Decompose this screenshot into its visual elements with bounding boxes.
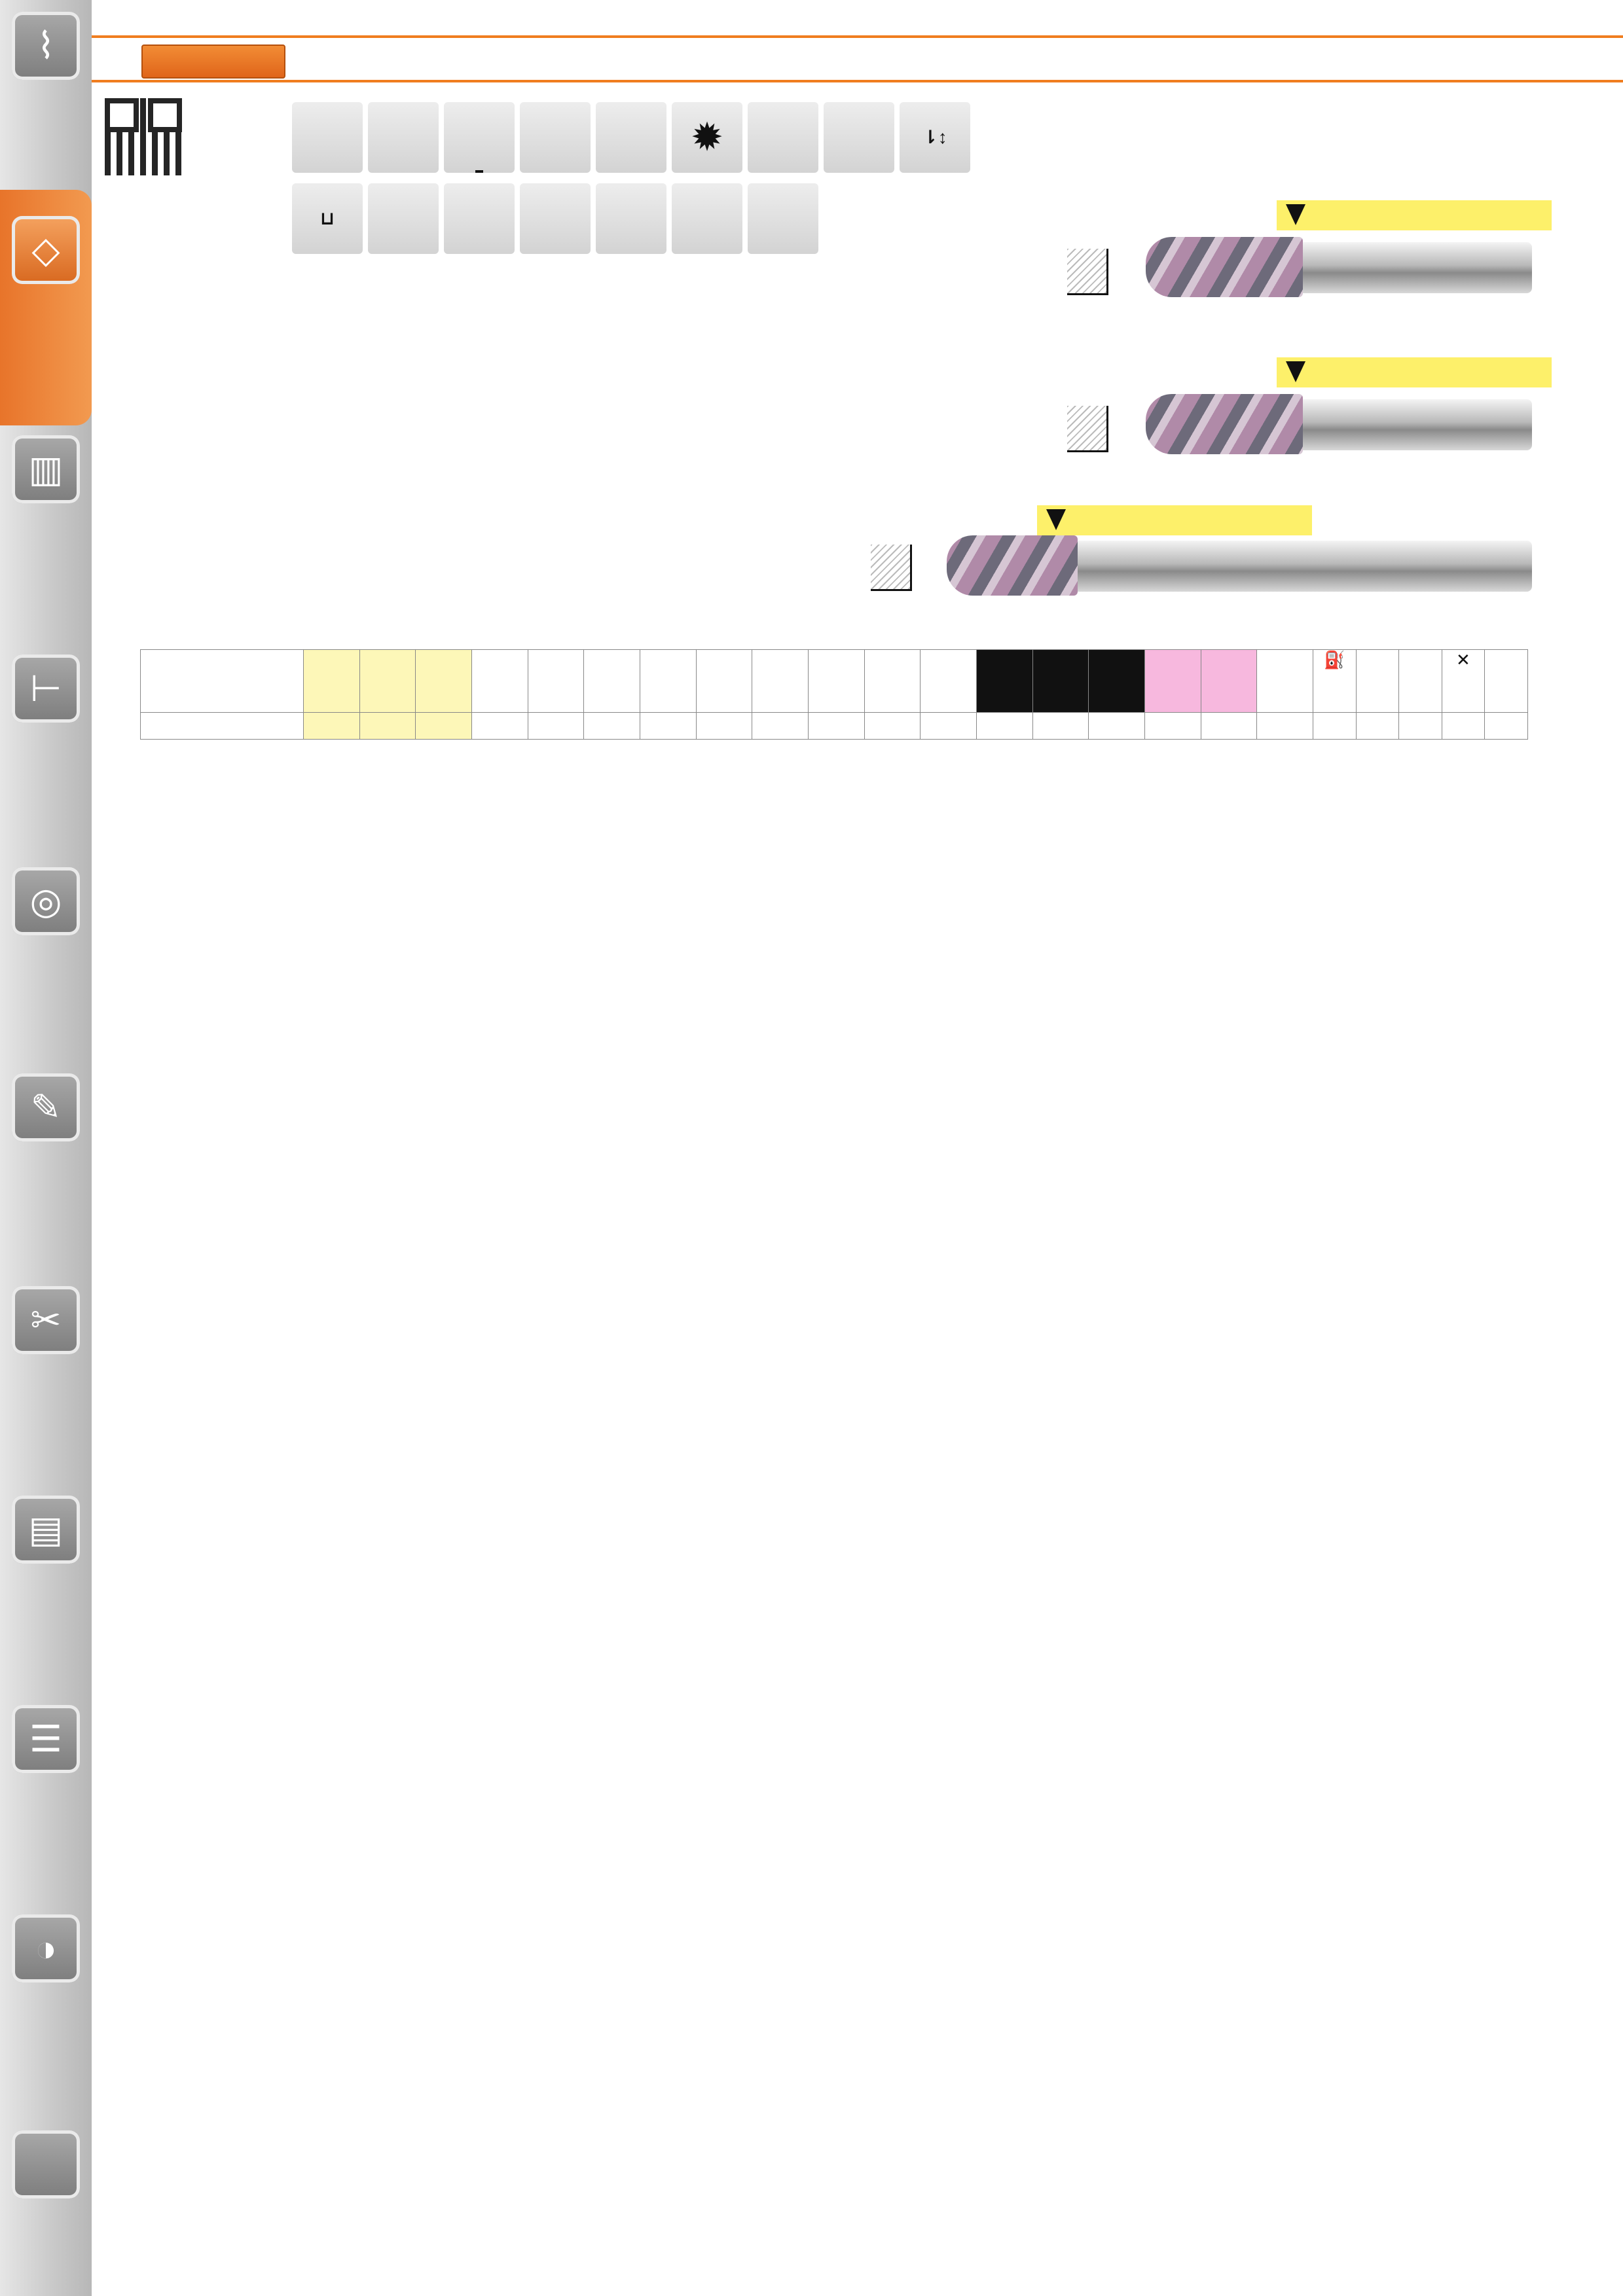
section1-header [137,35,1623,82]
symbol-norma [444,102,515,173]
symbol-mdi [292,102,363,173]
suit-head [640,650,697,713]
end-mill-shank-2 [1283,399,1532,450]
iso-cell [752,713,809,740]
suit-head [1032,650,1089,713]
symbol-mtc [748,183,818,254]
iso-cell [921,713,977,740]
suit-head [303,650,359,713]
iso-cell [640,713,697,740]
end-mill-flutes-2 [1146,394,1303,454]
suit-head [584,650,640,713]
suit-head [809,650,865,713]
toolbox-icon[interactable]: ▤ [12,1496,80,1564]
helix-cutting-direction-icon: ⇂↕ [900,102,970,173]
suit-head [1257,650,1313,713]
din6535-hsc-icon [444,183,515,254]
suit-head [921,650,977,713]
destalonado-badge-2 [1277,357,1552,387]
suit-label [141,650,304,713]
iso-cell [303,713,359,740]
suit-head [528,650,584,713]
pliers-icon[interactable]: ✂ [12,1286,80,1354]
three-flute-icon: ✹ [672,102,742,173]
angle-45-icon-2 [871,545,912,591]
iso-cell [359,713,416,740]
tap-holder-icon[interactable]: ▥ [12,435,80,503]
din6535-hb-icon [520,183,591,254]
destalonado-badge-3 [1037,505,1312,535]
iso-cell [977,713,1033,740]
wrench-icon[interactable]: ✎ [12,1073,80,1141]
saw-blade-icon[interactable]: ◎ [12,867,80,935]
drill-icon[interactable]: ⌇ [12,12,80,80]
suit-head [1201,650,1257,713]
iso-cell [696,713,752,740]
suit-head [416,650,472,713]
iso-cell [864,713,921,740]
iso-cell [1201,713,1257,740]
balance-g25-icon-2 [672,183,742,254]
caliper-icon[interactable]: ⊢ [12,655,80,723]
suit-head [1399,650,1442,713]
qr-code[interactable] [105,98,182,175]
suitability-table-1 [140,649,1528,740]
suit-head [1485,650,1528,713]
suit-head [696,650,752,713]
end-mill-shank-1 [1283,242,1532,293]
suit-head [1089,650,1145,713]
balance-g25-icon [596,183,666,254]
symbol-tipo-w [520,102,591,173]
suit-head [977,650,1033,713]
symbol-h6 [596,102,666,173]
suit-head [1145,650,1201,713]
suit-head [472,650,528,713]
dry-icon: ✕ [1442,650,1485,713]
end-mill-flutes-1 [1146,237,1303,297]
tool-cabinet-icon[interactable]: ☰ [12,1705,80,1773]
safety-goggles-icon[interactable]: ◑ [12,1914,80,1982]
chapter-sidebar [0,0,92,2296]
suit-head [864,650,921,713]
slot-milling-icon: ⊔ [292,183,363,254]
angle-90-icon [1067,406,1108,452]
milling-insert-icon[interactable]: ◇ [12,216,80,284]
suit-head [752,650,809,713]
iso-cell [416,713,472,740]
iso-cell [1257,713,1313,740]
iso-cell [1145,713,1201,740]
suit-head [1356,650,1399,713]
iso-cell [1089,713,1145,740]
info-icon[interactable] [12,2130,80,2198]
chamfer-45-icon [748,102,818,173]
ae-depth-icon [368,183,439,254]
iso-cell [528,713,584,740]
coolant-emulsion-icon: ⛽ [1313,650,1357,713]
iso-cell [472,713,528,740]
iso-cell [584,713,640,740]
garant-logo [141,45,285,79]
angle-45-icon [1067,249,1108,295]
iso-cell [809,713,865,740]
destalonado-badge-1 [1277,200,1552,230]
end-mill-flutes-3 [947,535,1078,596]
iso-cell [1032,713,1089,740]
suit-head [359,650,416,713]
unequal-pitch-icon [824,102,894,173]
iso-label [141,713,304,740]
end-mill-shank-3 [1048,541,1532,592]
symbol-din6527 [368,102,439,173]
